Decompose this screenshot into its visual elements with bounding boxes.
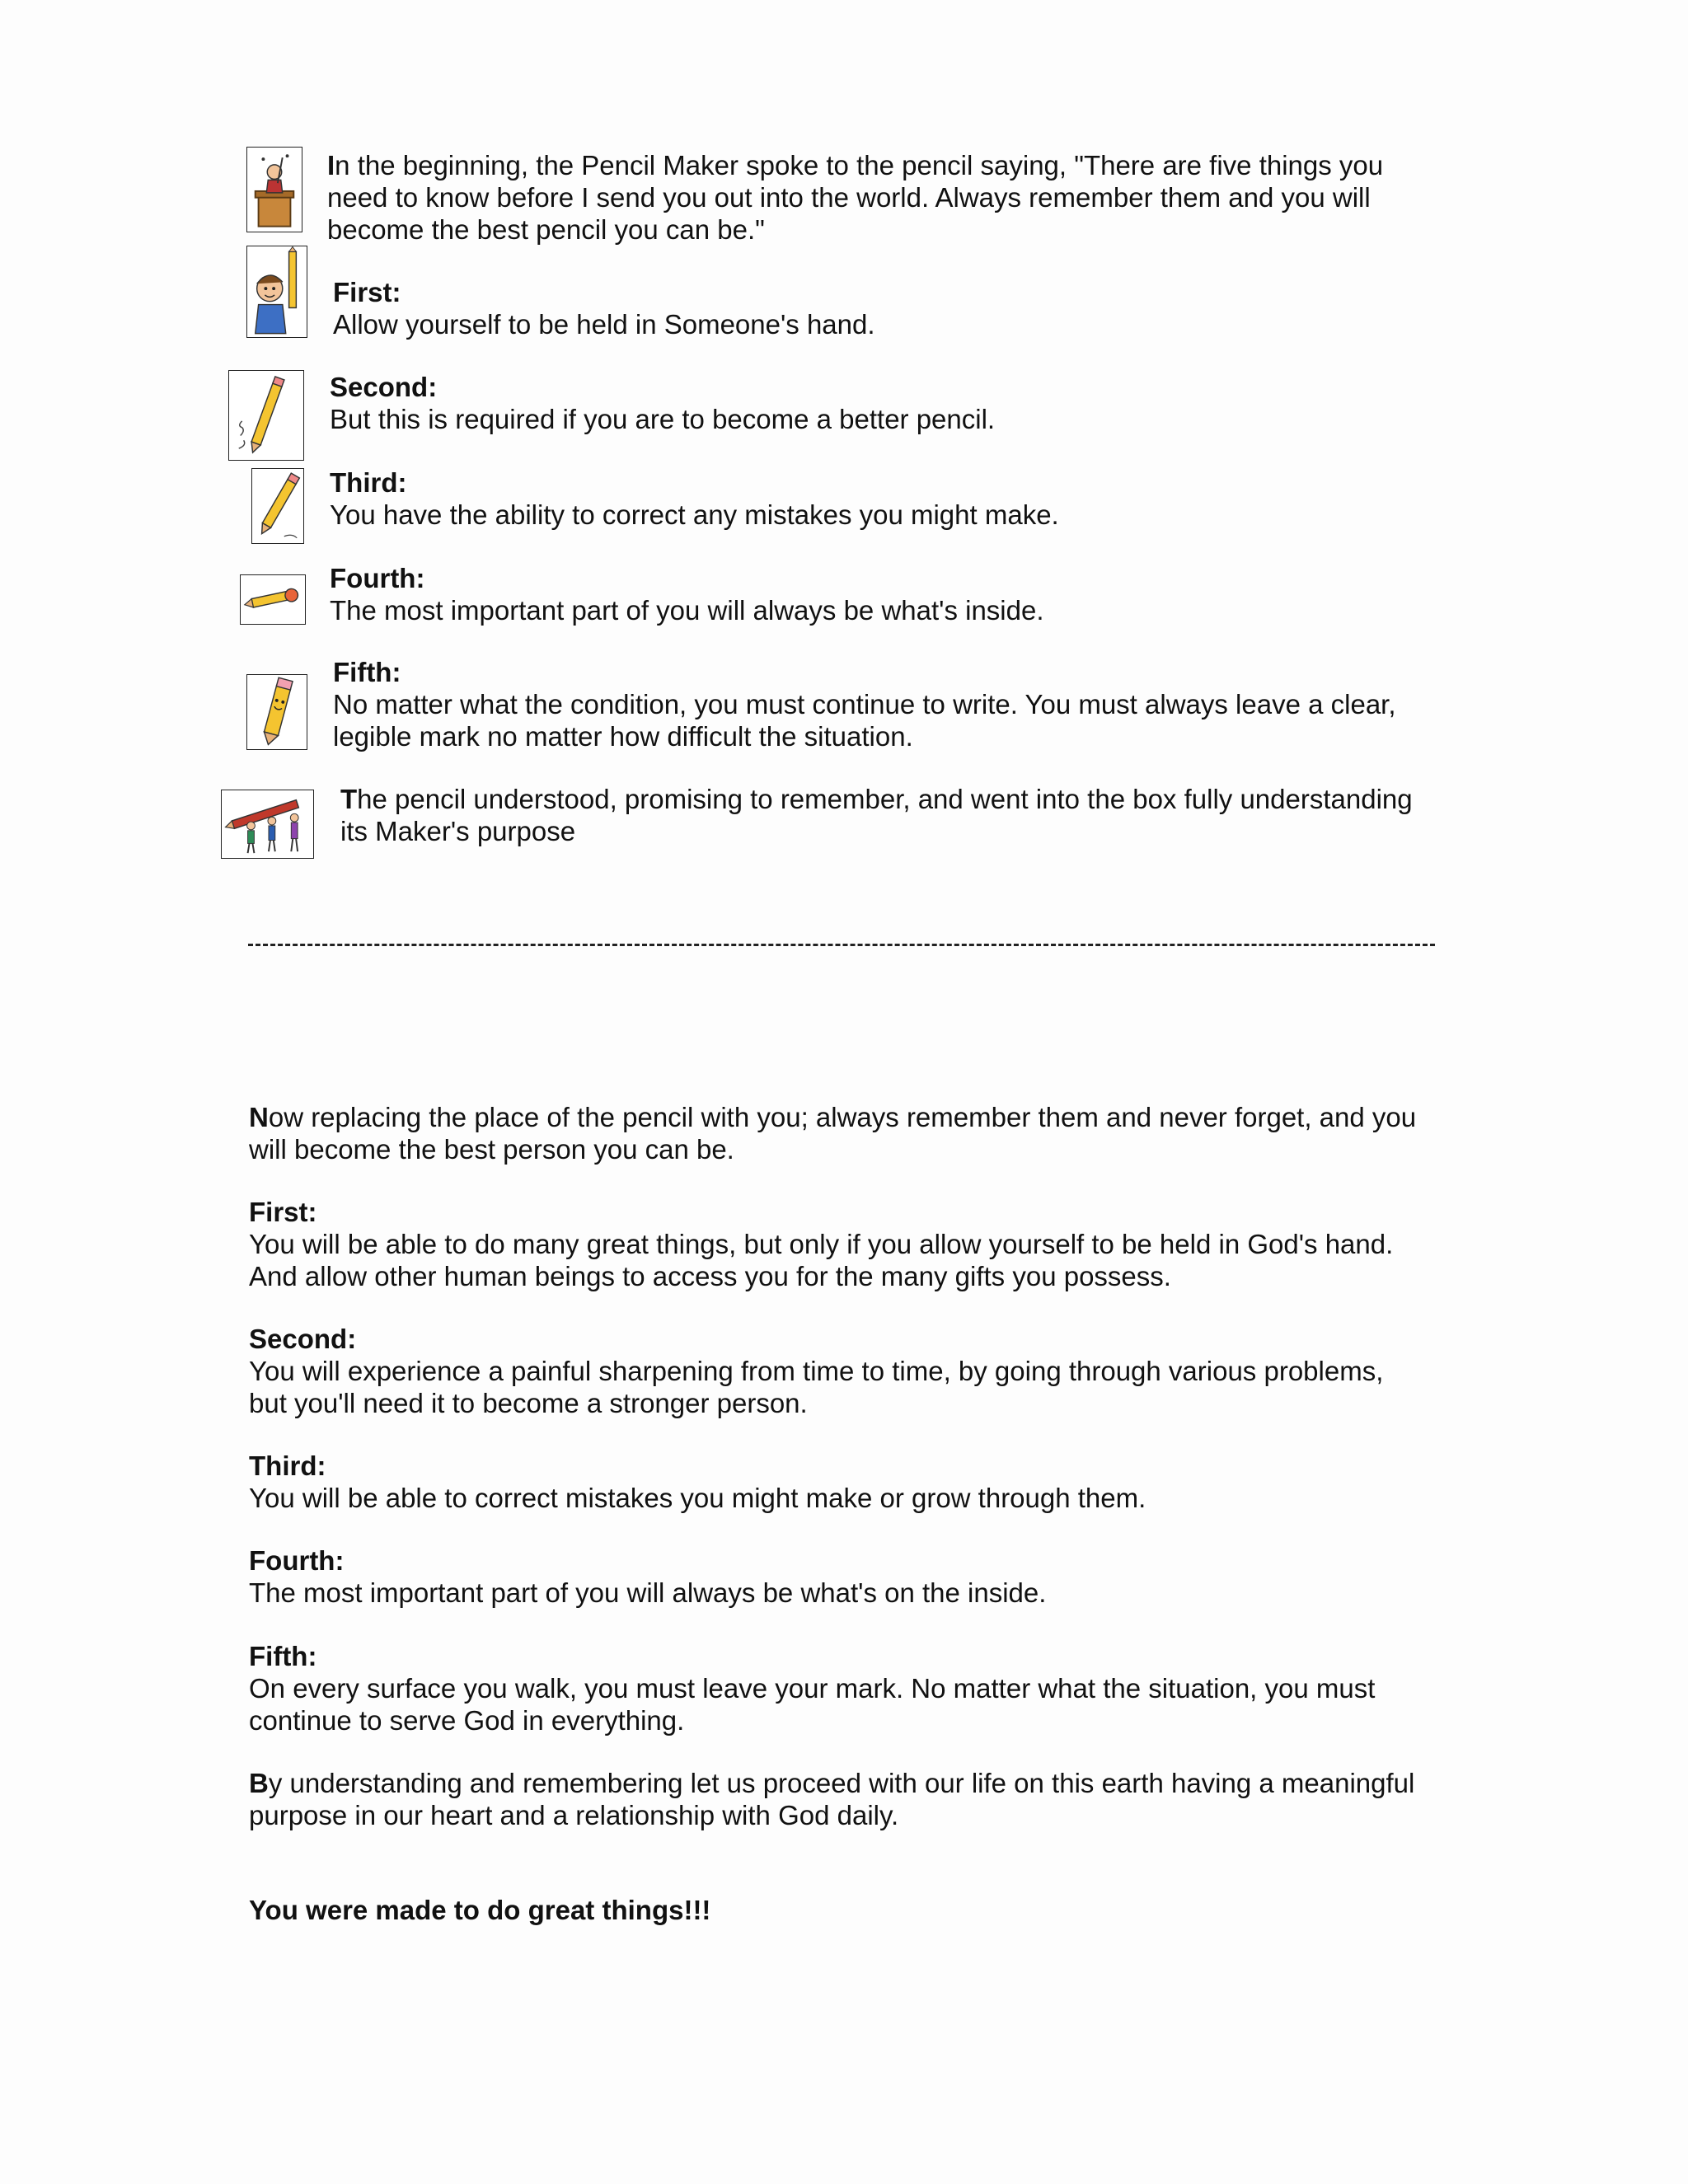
dropcap: I — [327, 150, 335, 180]
dropcap: B — [249, 1768, 269, 1798]
top-point-third: Third: You have the ability to correct any mistakes you might make. — [330, 467, 1059, 530]
pencil-eraser-icon — [251, 468, 304, 544]
smiling-pencil-icon — [246, 674, 307, 750]
top-outro-paragraph: The pencil understood, promising to remember, and went into the box fully understanding its Maker's purpose — [340, 784, 1413, 846]
bottom-point-second: Second: You will experience a painful sharpening from time to time, by going through various problems, but you'll need it to become a stronger person. — [249, 1324, 1384, 1418]
dropcap: N — [249, 1102, 269, 1132]
dropcap: T — [340, 784, 358, 814]
bottom-point-first: First: You will be able to do many great things, but only if you allow yourself to be held in God's hand. And allow other human beings to access you for the many gifts you possess. — [249, 1197, 1394, 1291]
bottom-point-fifth: Fifth: On every surface you walk, you must leave your mark. No matter what the situation, you must continue to serve God in everything. — [249, 1641, 1376, 1736]
pencil-lying-icon — [240, 574, 306, 625]
dashed-divider — [248, 944, 1435, 946]
bottom-conclusion-paragraph: By understanding and remembering let us proceed with our life on this earth having a meaningful purpose in our heart and a relationship with God daily. — [249, 1768, 1415, 1830]
top-point-second: Second: But this is required if you are to become a better pencil. — [330, 372, 996, 434]
pencil-maker-icon — [246, 147, 302, 232]
top-intro-paragraph: In the beginning, the Pencil Maker spoke to the pencil saying, "There are five things you need to know before I send you out into the world. Always remember them and you will become the best pencil you can be." — [327, 150, 1384, 245]
top-point-fifth: Fifth: No matter what the condition, you must continue to write. You must always leave a clear, legible mark no matter how difficult the situation. — [333, 657, 1396, 752]
bottom-point-fourth: Fourth: The most important part of you will always be what's on the inside. — [249, 1545, 1047, 1608]
top-point-first: First: Allow yourself to be held in Someone's hand. — [333, 277, 875, 340]
sharpened-pencil-icon — [228, 370, 304, 461]
bottom-point-third: Third: You will be able to correct mistakes you might make or grow through them. — [249, 1451, 1146, 1513]
boy-holding-pencil-icon — [246, 246, 307, 338]
closing-statement: You were made to do great things!!! — [249, 1895, 711, 1925]
bottom-intro-paragraph: Now replacing the place of the pencil with you; always remember them and never forget, and you will become the best person you can be. — [249, 1102, 1417, 1165]
people-carrying-pencil-icon — [221, 790, 314, 859]
top-point-fourth: Fourth: The most important part of you will always be what's inside. — [330, 563, 1044, 626]
